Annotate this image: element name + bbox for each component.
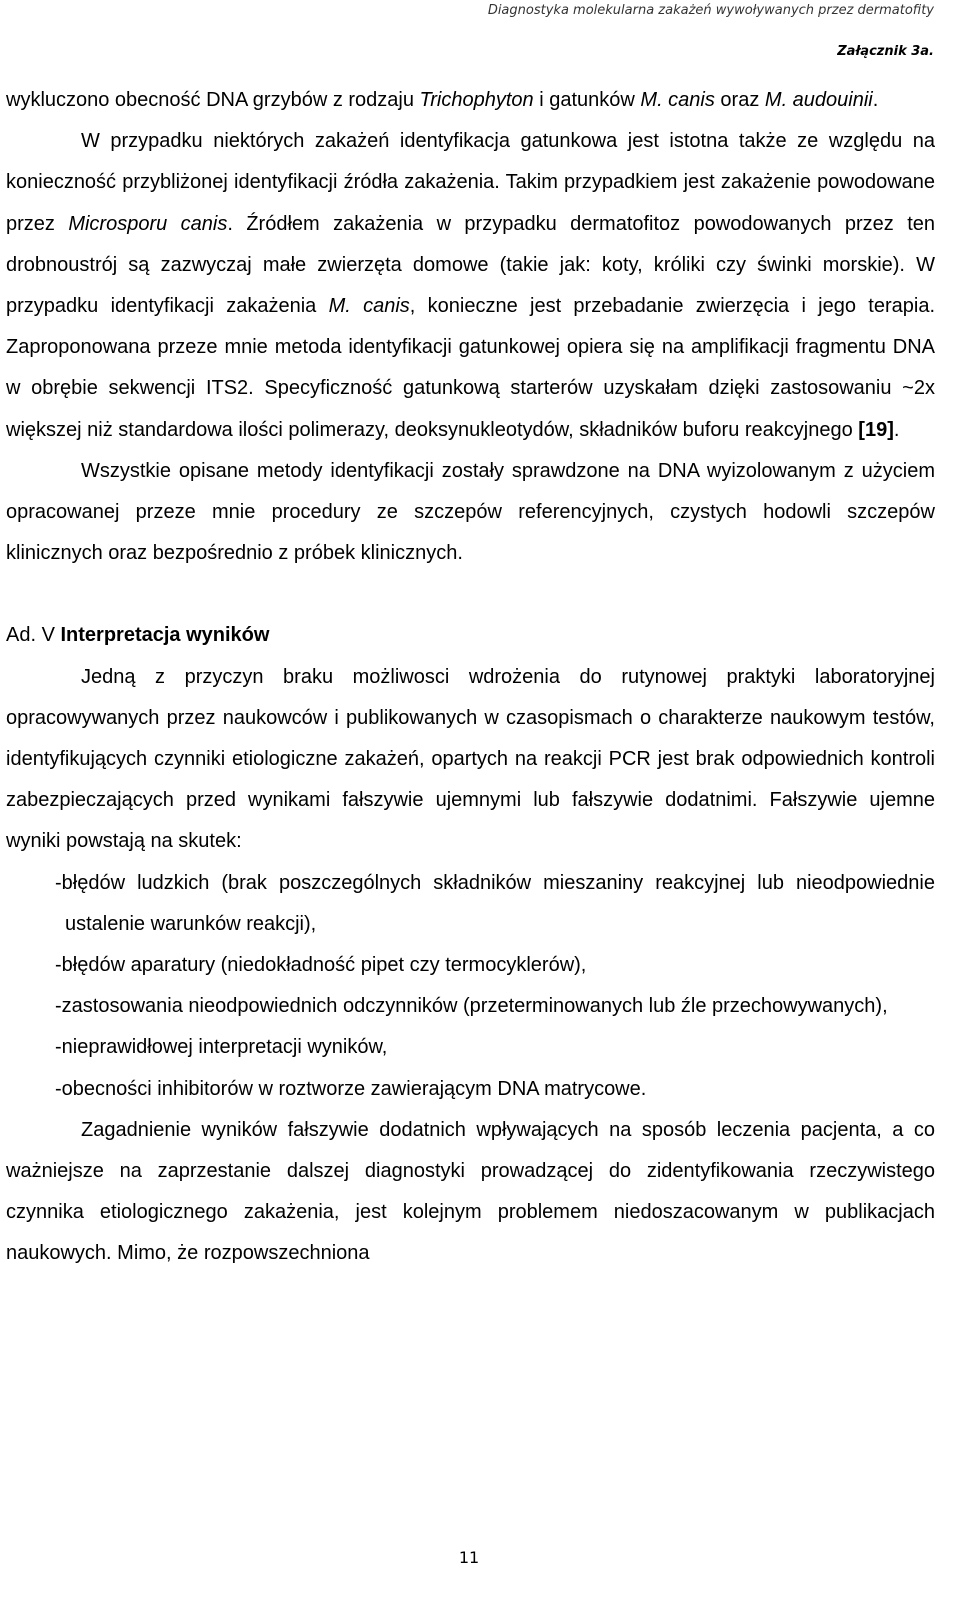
species-name: Microsporu canis [68, 212, 228, 235]
running-header [488, 0, 934, 61]
text-run: , konieczne jest przebadanie zwierzęcia i jego terapia. Zaproponowana przeze mnie metoda identyfikacji gatunkowej opiera się na amplifikacji fragmentu DNA w obrębie sekwencji ITS2. Specyficzność gatunkową starterów uzyskałam dzięki zastosowaniu ~2x większej niż standardowa ilości polimerazy, deoksynukleotydów, składników buforu reakcyjnego [6, 295, 935, 441]
species-name: M. canis [328, 295, 410, 318]
text-run: wykluczono obecność DNA grzybów z rodzaju [6, 89, 420, 111]
text-run: . [872, 89, 879, 111]
error-causes-list [55, 863, 935, 1110]
page-number: 11 [458, 1548, 480, 1567]
list-item: -obecności inhibitorów w roztworze zawierającym DNA matrycowe. [55, 1077, 647, 1100]
paragraph-2 [6, 121, 935, 451]
header-annex: Załącznik 3a. [837, 44, 934, 59]
species-name: Trichophyton [419, 89, 534, 111]
section-heading [6, 615, 935, 656]
list-item: -błędów ludzkich (brak poszczególnych składników mieszaniny reakcyjnej lub nieodpowiednie ustalenie warunków reakcji), [55, 871, 935, 935]
paragraph-4: Jedną z przyczyn braku możliwosci wdrożenia do rutynowej praktyki laboratoryjnej opracowywanych przez naukowców i publikowanych w czasopismach o charakterze naukowym testów, identyfikujących czynniki etiologiczne zakażeń, opartych na reakcji PCR jest brak odpowiednich kontroli zabezpieczających przed wynikami fałszywie ujemnymi lub fałszywie dodatnimi. Fałszywie ujemne wyniki powstają na skutek: [6, 665, 935, 853]
document-body [6, 80, 935, 1275]
paragraph-1 [6, 80, 935, 121]
section-prefix: Ad. V [6, 624, 61, 647]
citation: [19] [858, 418, 894, 441]
text-run: oraz [714, 89, 765, 111]
text-run: i gatunków [533, 89, 641, 111]
species-name: M. audouinii [764, 89, 873, 111]
paragraph-3: Wszystkie opisane metody identyfikacji zostały sprawdzone na DNA wyizolowanym z użyciem opracowanej przeze mnie procedury ze szczepów referencyjnych, czystych hodowli szczepów klinicznych oraz bezpośrednio z próbek klinicznych. [6, 459, 935, 565]
list-item: -zastosowania nieodpowiednich odczynników (przeterminowanych lub źle przechowywanych), [55, 995, 888, 1018]
list-item: -błędów aparatury (niedokładność pipet czy termocyklerów), [55, 954, 587, 977]
section-title: Interpretacja wyników [60, 624, 270, 647]
text-run: W przypadku niektórych zakażeń identyfikacja gatunkowa jest istotna także ze względu na konieczność przybliżonej identyfikacji źródła zakażenia. Takim przypadkiem jest zakażenie powodowane przez [6, 130, 935, 235]
header-title: Diagnostyka molekularna zakażeń wywoływanych przez dermatofity [487, 3, 934, 18]
species-name: M. canis [640, 89, 715, 111]
text-run: . Źródłem zakażenia w przypadku dermatofitoz powodowanych przez ten drobnoustrój są zazwyczaj małe zwierzęta domowe (takie jak: koty, króliki czy świnki morskie). W przypadku identyfikacji zakażenia [6, 212, 935, 318]
list-item: -nieprawidłowej interpretacji wyników, [55, 1036, 388, 1059]
paragraph-5: Zagadnienie wyników fałszywie dodatnich wpływających na sposób leczenia pacjenta, a co ważniejsze na zaprzestanie dalszej diagnostyki prowadzącej do zidentyfikowania rzeczywistego czynnika etiologicznego zakażenia, jest kolejnym problemem niedoszacowanym w publikacjach naukowych. Mimo, że rozpowszechniona [6, 1118, 935, 1265]
text-run: . [893, 418, 900, 441]
